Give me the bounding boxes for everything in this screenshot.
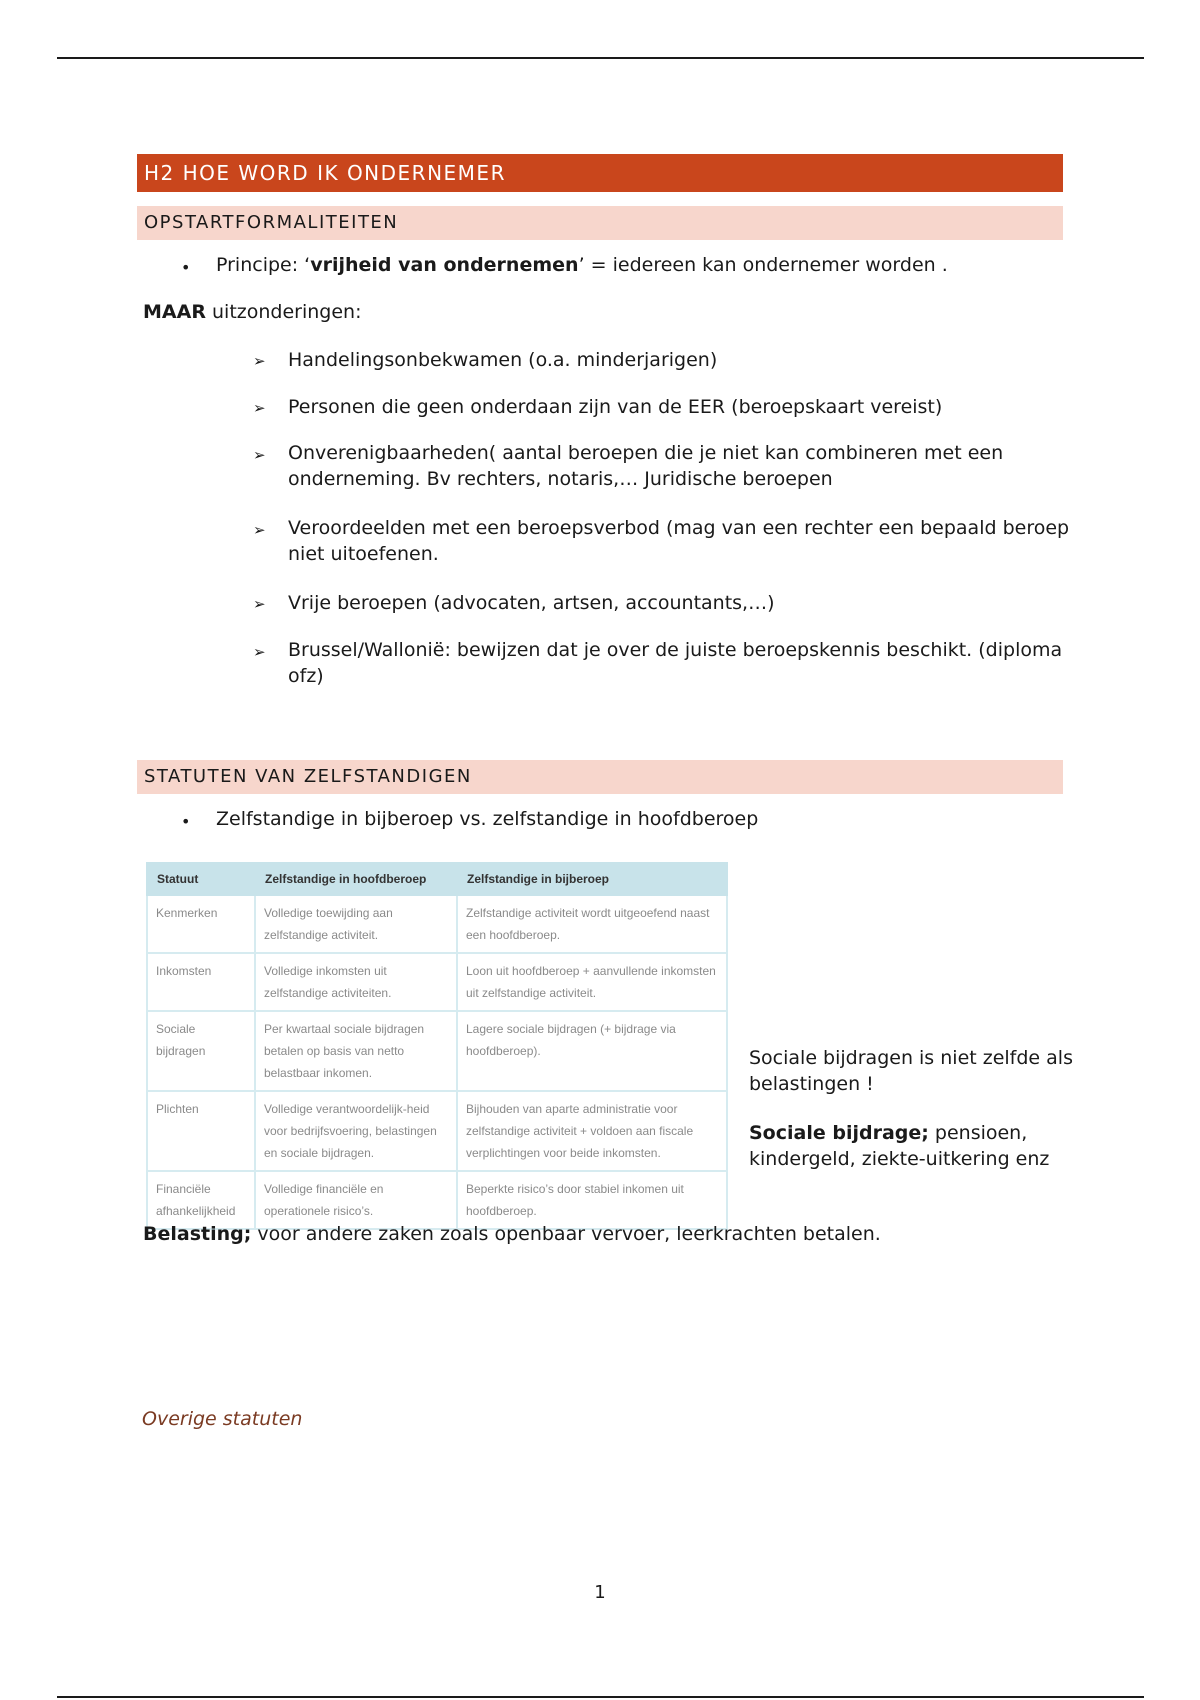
table-cell: Volledige financiële en operationele risico’s. bbox=[255, 1171, 457, 1229]
table-cell: Bijhouden van aparte administratie voor zelfstandige activiteit + voldoen aan fiscale verplichtingen voor beide inkomsten. bbox=[457, 1091, 727, 1171]
table-cell: Plichten bbox=[147, 1091, 255, 1171]
belasting-note: Belasting; voor andere zaken zoals openbaar vervoer, leerkrachten betalen. bbox=[143, 1223, 881, 1245]
section-heading-statuten: STATUTEN VAN ZELFSTANDIGEN bbox=[137, 760, 1063, 794]
exception-item: Vrije beroepen (advocaten, artsen, accountants,…) bbox=[288, 592, 775, 614]
table-cell: Lagere sociale bijdragen (+ bijdrage via hoofdberoep). bbox=[457, 1011, 727, 1091]
top-rule bbox=[57, 57, 1144, 59]
exception-item: Onverenigbaarheden( aantal beroepen die je niet kan combineren met een onderneming. Bv rechters, notaris,… Juridische beroepen bbox=[288, 442, 1004, 490]
overige-statuten-heading: Overige statuten bbox=[142, 1408, 303, 1430]
section-heading-opstart: OPSTARTFORMALITEITEN bbox=[137, 206, 1063, 240]
maar-text: MAAR uitzonderingen: bbox=[143, 301, 362, 323]
page-number: 1 bbox=[594, 1582, 606, 1603]
exception-item: Handelingsonbekwamen (o.a. minderjarigen) bbox=[288, 349, 718, 371]
arrow-bullet-icon: ➢ bbox=[253, 643, 266, 661]
table-row bbox=[147, 1091, 727, 1171]
table-cell: Volledige verantwoordelijk-heid voor bedrijfsvoering, belastingen en sociale bijdragen. bbox=[255, 1091, 457, 1171]
principle-text: Principe: ‘vrijheid van ondernemen’ = iedereen kan ondernemer worden . bbox=[216, 254, 948, 276]
bullet-icon: • bbox=[181, 258, 191, 277]
side-note: Sociale bijdragen is niet zelfde als belastingen ! bbox=[749, 1047, 1073, 1095]
arrow-bullet-icon: ➢ bbox=[253, 399, 266, 417]
table-header-cell: Statuut bbox=[147, 863, 255, 895]
arrow-bullet-icon: ➢ bbox=[253, 595, 266, 613]
table-cell: Per kwartaal sociale bijdragen betalen op basis van netto belastbaar inkomen. bbox=[255, 1011, 457, 1091]
table-cell: Beperkte risico’s door stabiel inkomen uit hoofdberoep. bbox=[457, 1171, 727, 1229]
table-row bbox=[147, 1011, 727, 1091]
table-header-cell: Zelfstandige in bijberoep bbox=[457, 863, 727, 895]
exception-item: Personen die geen onderdaan zijn van de EER (beroepskaart vereist) bbox=[288, 396, 943, 418]
table-cell: Volledige toewijding aan zelfstandige activiteit. bbox=[255, 895, 457, 953]
table-cell: Financiële afhankelijkheid bbox=[147, 1171, 255, 1229]
table-header-row bbox=[147, 863, 727, 895]
table-cell: Loon uit hoofdberoep + aanvullende inkomsten uit zelfstandige activiteit. bbox=[457, 953, 727, 1011]
arrow-bullet-icon: ➢ bbox=[253, 521, 266, 539]
chapter-heading: H2 HOE WORD IK ONDERNEMER bbox=[137, 154, 1063, 192]
arrow-bullet-icon: ➢ bbox=[253, 446, 266, 464]
table-row bbox=[147, 895, 727, 953]
exception-item: Brussel/Wallonië: bewijzen dat je over de juiste beroepskennis beschikt. (diploma ofz) bbox=[288, 639, 1063, 687]
table-cell: Kenmerken bbox=[147, 895, 255, 953]
table-cell: Inkomsten bbox=[147, 953, 255, 1011]
exception-item: Veroordeelden met een beroepsverbod (mag van een rechter een bepaald beroep niet uitoefenen. bbox=[288, 517, 1070, 565]
table-header-cell: Zelfstandige in hoofdberoep bbox=[255, 863, 457, 895]
statuten-bullet-text: Zelfstandige in bijberoep vs. zelfstandige in hoofdberoep bbox=[216, 808, 759, 830]
arrow-bullet-icon: ➢ bbox=[253, 352, 266, 370]
bottom-rule bbox=[57, 1696, 1144, 1698]
table-cell: Volledige inkomsten uit zelfstandige activiteiten. bbox=[255, 953, 457, 1011]
table-cell: Zelfstandige activiteit wordt uitgeoefend naast een hoofdberoep. bbox=[457, 895, 727, 953]
table-cell: Sociale bijdragen bbox=[147, 1011, 255, 1091]
bullet-icon: • bbox=[181, 812, 191, 831]
sociale-bijdrage-note: Sociale bijdrage; pensioen, kindergeld, ziekte-uitkering enz bbox=[749, 1122, 1050, 1170]
statuut-table bbox=[146, 862, 728, 1230]
table-row bbox=[147, 953, 727, 1011]
